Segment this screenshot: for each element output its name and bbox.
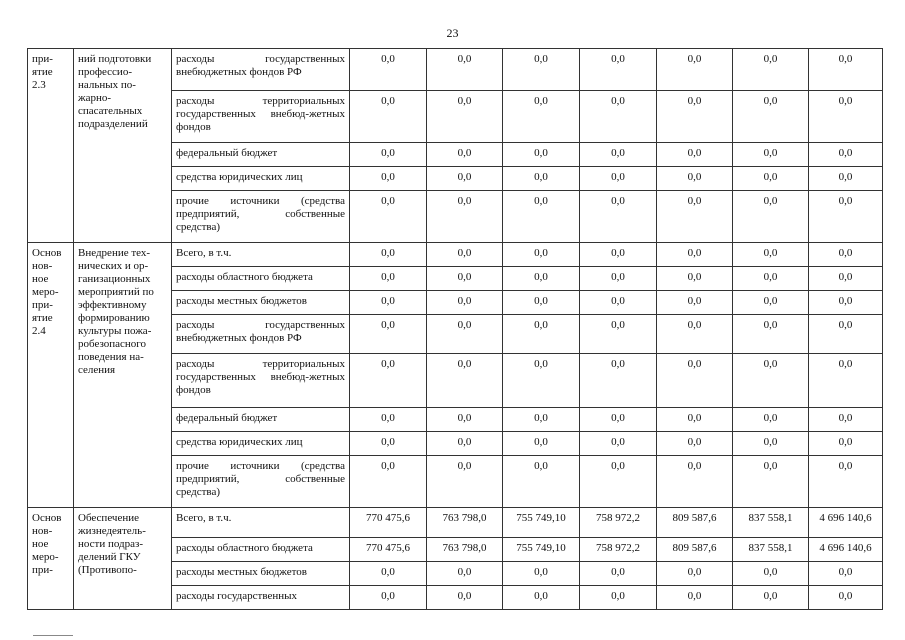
funding-source-label: прочие источники (средства предприятий, собственные средства) <box>172 456 350 508</box>
value-cell: 0,0 <box>809 167 883 191</box>
funding-source-label: расходы государственных внебюджетных фондов РФ <box>172 49 350 91</box>
value-cell: 0,0 <box>350 432 427 456</box>
value-cell: 0,0 <box>503 408 580 432</box>
value-cell: 763 798,0 <box>427 538 503 562</box>
value-cell: 0,0 <box>350 267 427 291</box>
value-cell: 0,0 <box>427 267 503 291</box>
funding-source-label: средства юридических лиц <box>172 432 350 456</box>
value-cell: 0,0 <box>350 243 427 267</box>
funding-source-label: расходы областного бюджета <box>172 538 350 562</box>
value-cell: 0,0 <box>733 267 809 291</box>
value-cell: 0,0 <box>809 49 883 91</box>
funding-source-label: расходы государственных <box>172 586 350 610</box>
value-cell: 0,0 <box>580 267 657 291</box>
value-cell: 0,0 <box>733 408 809 432</box>
value-cell: 0,0 <box>503 291 580 315</box>
value-cell: 0,0 <box>350 562 427 586</box>
value-cell: 0,0 <box>427 354 503 408</box>
value-cell: 0,0 <box>350 143 427 167</box>
value-cell: 0,0 <box>503 432 580 456</box>
value-cell: 755 749,10 <box>503 538 580 562</box>
funding-source-label: средства юридических лиц <box>172 167 350 191</box>
value-cell: 0,0 <box>503 143 580 167</box>
value-cell: 0,0 <box>503 562 580 586</box>
value-cell: 0,0 <box>503 354 580 408</box>
value-cell: 0,0 <box>657 143 733 167</box>
value-cell: 0,0 <box>657 243 733 267</box>
value-cell: 0,0 <box>580 191 657 243</box>
value-cell: 0,0 <box>809 586 883 610</box>
value-cell: 0,0 <box>580 143 657 167</box>
value-cell: 0,0 <box>580 432 657 456</box>
value-cell: 0,0 <box>809 267 883 291</box>
value-cell: 0,0 <box>350 167 427 191</box>
value-cell: 4 696 140,6 <box>809 538 883 562</box>
value-cell: 0,0 <box>503 267 580 291</box>
value-cell: 0,0 <box>503 167 580 191</box>
value-cell: 0,0 <box>503 315 580 354</box>
value-cell: 770 475,6 <box>350 538 427 562</box>
funding-source-label: Всего, в т.ч. <box>172 243 350 267</box>
value-cell: 0,0 <box>733 562 809 586</box>
value-cell: 758 972,2 <box>580 508 657 538</box>
value-cell: 809 587,6 <box>657 508 733 538</box>
value-cell: 0,0 <box>427 167 503 191</box>
value-cell: 0,0 <box>580 562 657 586</box>
value-cell: 0,0 <box>657 408 733 432</box>
value-cell: 0,0 <box>580 243 657 267</box>
funding-source-label: расходы территориальных государственных внебюд-жетных фондов <box>172 354 350 408</box>
funding-source-label: Всего, в т.ч. <box>172 508 350 538</box>
value-cell: 0,0 <box>427 191 503 243</box>
value-cell: 0,0 <box>503 243 580 267</box>
value-cell: 0,0 <box>657 562 733 586</box>
measure-description-cell: Обеспечение жизнедеятель-ности подраз-делений ГКУ (Противопо- <box>74 508 172 610</box>
value-cell: 0,0 <box>733 456 809 508</box>
value-cell: 770 475,6 <box>350 508 427 538</box>
value-cell: 0,0 <box>733 91 809 143</box>
value-cell: 0,0 <box>503 586 580 610</box>
value-cell: 0,0 <box>657 456 733 508</box>
value-cell: 0,0 <box>427 586 503 610</box>
value-cell: 0,0 <box>809 91 883 143</box>
value-cell: 0,0 <box>580 354 657 408</box>
value-cell: 763 798,0 <box>427 508 503 538</box>
value-cell: 0,0 <box>580 408 657 432</box>
value-cell: 0,0 <box>657 167 733 191</box>
measure-description-cell: ний подготовки профессио-нальных по-жарно-спасательных подразделений <box>74 49 172 243</box>
value-cell: 0,0 <box>427 408 503 432</box>
value-cell: 0,0 <box>350 586 427 610</box>
value-cell: 0,0 <box>733 143 809 167</box>
value-cell: 0,0 <box>427 291 503 315</box>
value-cell: 0,0 <box>427 91 503 143</box>
value-cell: 0,0 <box>427 432 503 456</box>
value-cell: 755 749,10 <box>503 508 580 538</box>
value-cell: 0,0 <box>503 456 580 508</box>
value-cell: 0,0 <box>733 191 809 243</box>
value-cell: 0,0 <box>733 291 809 315</box>
value-cell: 0,0 <box>427 143 503 167</box>
value-cell: 0,0 <box>733 49 809 91</box>
value-cell: 0,0 <box>733 354 809 408</box>
funding-source-label: расходы местных бюджетов <box>172 562 350 586</box>
value-cell: 837 558,1 <box>733 508 809 538</box>
value-cell: 0,0 <box>809 143 883 167</box>
value-cell: 0,0 <box>580 586 657 610</box>
value-cell: 0,0 <box>657 315 733 354</box>
value-cell: 0,0 <box>427 315 503 354</box>
value-cell: 0,0 <box>657 354 733 408</box>
funding-source-label: расходы территориальных государственных внебюд-жетных фондов <box>172 91 350 143</box>
value-cell: 0,0 <box>657 191 733 243</box>
value-cell: 0,0 <box>350 91 427 143</box>
value-cell: 0,0 <box>657 49 733 91</box>
value-cell: 0,0 <box>733 243 809 267</box>
value-cell: 0,0 <box>350 456 427 508</box>
funding-table <box>27 48 883 610</box>
funding-source-label: федеральный бюджет <box>172 143 350 167</box>
value-cell: 0,0 <box>427 243 503 267</box>
value-cell: 0,0 <box>427 456 503 508</box>
value-cell: 0,0 <box>503 49 580 91</box>
measure-code-cell: Основ нов- ное меро- при- <box>28 508 74 610</box>
value-cell: 0,0 <box>580 456 657 508</box>
funding-source-label: федеральный бюджет <box>172 408 350 432</box>
value-cell: 0,0 <box>809 291 883 315</box>
value-cell: 0,0 <box>503 91 580 143</box>
value-cell: 0,0 <box>580 291 657 315</box>
value-cell: 0,0 <box>657 432 733 456</box>
measure-description-cell: Внедрение тех-нических и ор-ганизационных мероприятий по эффективному формированию культуры пожа-робезопасного поведения на-селения <box>74 243 172 508</box>
value-cell: 0,0 <box>809 191 883 243</box>
table-row <box>28 49 883 91</box>
value-cell: 0,0 <box>733 167 809 191</box>
measure-code-cell: при- ятие 2.3 <box>28 49 74 243</box>
value-cell: 0,0 <box>809 562 883 586</box>
value-cell: 0,0 <box>350 191 427 243</box>
value-cell: 0,0 <box>657 586 733 610</box>
value-cell: 0,0 <box>733 432 809 456</box>
funding-source-label: прочие источники (средства предприятий, собственные средства) <box>172 191 350 243</box>
value-cell: 0,0 <box>350 354 427 408</box>
value-cell: 0,0 <box>350 315 427 354</box>
value-cell: 0,0 <box>657 91 733 143</box>
value-cell: 0,0 <box>657 267 733 291</box>
value-cell: 0,0 <box>350 49 427 91</box>
value-cell: 0,0 <box>503 191 580 243</box>
value-cell: 0,0 <box>580 167 657 191</box>
value-cell: 837 558,1 <box>733 538 809 562</box>
funding-source-label: расходы местных бюджетов <box>172 291 350 315</box>
table-row <box>28 508 883 538</box>
measure-code-cell: Основ нов- ное меро- при- ятие 2.4 <box>28 243 74 508</box>
value-cell: 0,0 <box>657 291 733 315</box>
funding-source-label: расходы государственных внебюджетных фондов РФ <box>172 315 350 354</box>
value-cell: 0,0 <box>733 315 809 354</box>
value-cell: 0,0 <box>809 432 883 456</box>
value-cell: 0,0 <box>580 49 657 91</box>
table-row <box>28 243 883 267</box>
value-cell: 0,0 <box>350 291 427 315</box>
page-number: 23 <box>446 26 459 40</box>
value-cell: 758 972,2 <box>580 538 657 562</box>
value-cell: 0,0 <box>733 586 809 610</box>
funding-source-label: расходы областного бюджета <box>172 267 350 291</box>
value-cell: 0,0 <box>580 91 657 143</box>
value-cell: 0,0 <box>809 456 883 508</box>
value-cell: 0,0 <box>809 315 883 354</box>
value-cell: 0,0 <box>427 49 503 91</box>
value-cell: 0,0 <box>809 354 883 408</box>
value-cell: 0,0 <box>350 408 427 432</box>
value-cell: 809 587,6 <box>657 538 733 562</box>
value-cell: 0,0 <box>427 562 503 586</box>
value-cell: 4 696 140,6 <box>809 508 883 538</box>
value-cell: 0,0 <box>809 243 883 267</box>
page-edge-mark <box>33 635 73 636</box>
value-cell: 0,0 <box>809 408 883 432</box>
value-cell: 0,0 <box>580 315 657 354</box>
